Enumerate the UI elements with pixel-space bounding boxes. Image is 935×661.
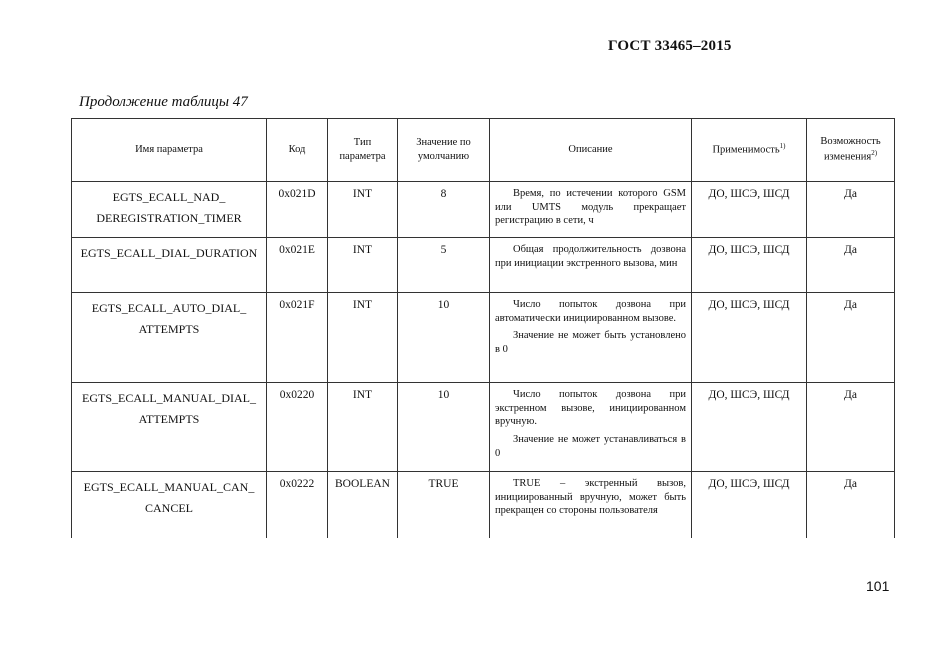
param-changeable: Да — [807, 238, 895, 293]
header-code: Код — [267, 119, 328, 182]
param-code: 0x021E — [267, 238, 328, 293]
description-text: Общая продолжительность дозвона при инициации экстренного вызова, мин — [495, 244, 686, 269]
header-changeable — [807, 119, 895, 182]
header-applicability — [692, 119, 807, 182]
param-name — [72, 182, 267, 238]
param-name — [72, 238, 267, 293]
parameters-table — [71, 118, 895, 538]
footnote-ref-1: 1) — [779, 142, 786, 151]
param-name-line: EGTS_ECALL_DIAL_DURATION — [80, 246, 258, 260]
param-default: 10 — [398, 383, 490, 472]
param-code: 0x0220 — [267, 383, 328, 472]
param-applicability: ДО, ШСЭ, ШСД — [692, 472, 807, 539]
description-text: Значение не может устанавливаться в 0 — [495, 433, 686, 459]
param-applicability: ДО, ШСЭ, ШСД — [692, 182, 807, 238]
table-caption: Продолжение таблицы 47 — [79, 94, 248, 110]
param-default: 5 — [398, 238, 490, 293]
param-name — [72, 293, 267, 383]
header-name: Имя параметра — [72, 119, 267, 182]
param-type: BOOLEAN — [328, 472, 398, 539]
param-default: TRUE — [398, 472, 490, 539]
table-row — [72, 182, 895, 238]
param-type: INT — [328, 238, 398, 293]
param-code: 0x021D — [267, 182, 328, 238]
description-text: Время, по истечении которого GSM или UMTS модуль прекращает регистрацию в сети, ч — [495, 188, 686, 227]
param-name-line: EGTS_ECALL_MANUAL_DIAL_ — [82, 391, 256, 405]
param-type: INT — [328, 182, 398, 238]
page-number: 101 — [866, 578, 890, 594]
param-description — [490, 383, 692, 472]
param-name — [72, 383, 267, 472]
param-description — [490, 182, 692, 238]
param-name-line: EGTS_ECALL_MANUAL_CAN_ — [83, 480, 255, 494]
param-name-line: DEREGISTRATION_TIMER — [96, 211, 242, 225]
description-text: Число попыток дозвона при экстренном вызове, инициированном вручную. — [495, 389, 686, 428]
param-applicability: ДО, ШСЭ, ШСД — [692, 238, 807, 293]
param-default: 10 — [398, 293, 490, 383]
header-applicability-label: Применимость — [712, 144, 780, 156]
footnote-ref-2: 2) — [871, 149, 878, 158]
standard-header: ГОСТ 33465–2015 — [608, 38, 732, 54]
param-applicability: ДО, ШСЭ, ШСД — [692, 293, 807, 383]
param-applicability: ДО, ШСЭ, ШСД — [692, 383, 807, 472]
param-code: 0x0222 — [267, 472, 328, 539]
param-name-line: ATTEMPTS — [138, 412, 200, 426]
param-description — [490, 472, 692, 539]
table-row — [72, 293, 895, 383]
param-code: 0x021F — [267, 293, 328, 383]
param-type: INT — [328, 293, 398, 383]
table-row — [72, 383, 895, 472]
description-text: Число попыток дозвона при автоматически инициированном вызове. — [495, 299, 686, 324]
header-description: Описание — [490, 119, 692, 182]
header-changeable-label: Возможность изменения — [820, 136, 881, 163]
description-text: Значение не может быть установлено в 0 — [495, 330, 686, 355]
header-default: Значение по умолчанию — [398, 119, 490, 182]
param-name — [72, 472, 267, 539]
param-description — [490, 293, 692, 383]
param-name-line: EGTS_ECALL_NAD_ — [112, 190, 226, 204]
table-header-row — [72, 119, 895, 182]
param-default: 8 — [398, 182, 490, 238]
param-name-line: ATTEMPTS — [138, 322, 200, 336]
param-changeable: Да — [807, 383, 895, 472]
param-changeable: Да — [807, 293, 895, 383]
param-changeable: Да — [807, 182, 895, 238]
header-type: Тип параметра — [328, 119, 398, 182]
param-changeable: Да — [807, 472, 895, 539]
param-description — [490, 238, 692, 293]
description-text: TRUE – экстренный вызов, инициированный вручную, может быть прекращен со стороны пользователя — [495, 478, 686, 517]
param-name-line: EGTS_ECALL_AUTO_DIAL_ — [91, 301, 247, 315]
table-row — [72, 238, 895, 293]
param-type: INT — [328, 383, 398, 472]
param-name-line: CANCEL — [145, 501, 193, 515]
table-row — [72, 472, 895, 539]
